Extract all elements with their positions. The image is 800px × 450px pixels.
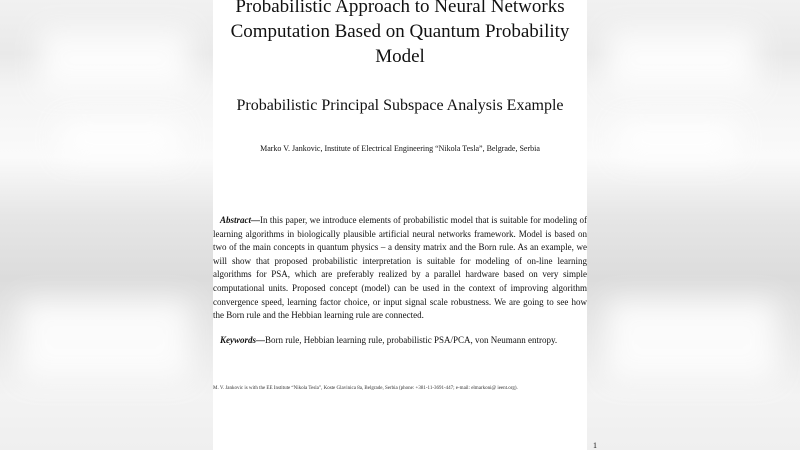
title-line-3: Model [375,46,425,67]
abstract-paragraph [213,214,587,323]
keywords-paragraph [213,334,587,347]
abstract-text: In this paper, we introduce elements of probabilistic model that is suitable for modeling of learning algorithms in biologically plausible artificial neural networks framework. Model is based on two of the main concepts in quantum physics – a density matrix and the Born rule. As an example, we will show that proposed probabilistic interpretation is suitable for modeling of on-line learning algorithms for PSA, which are preferably realized by a parallel hardware based on very simple computational units. Proposed concept (model) can be used in the context of improving algorithm convergence speed, learning factor choice, or input signal scale robustness. We are going to see how the Born rule and the Hebbian learning rule are connected. [213,215,587,321]
abstract-label: Abstract— [220,215,261,225]
paper-subtitle: Probabilistic Principal Subspace Analysis Example [236,97,564,114]
title-line-2: Computation Based on Quantum Probability [230,21,570,42]
left-blurred-backdrop [0,0,213,450]
title-line-1: Probabilistic Approach to Neural Networks [235,0,565,17]
page-number: 1 [593,441,597,450]
keywords-text: Born rule, Hebbian learning rule, probabilistic PSA/PCA, von Neumann entropy. [265,335,558,345]
right-blurred-backdrop [587,0,800,450]
paper-title [213,0,587,69]
paper-page [213,0,597,450]
author-footnote: M. V. Jankovic is with the EE Institute “Nikola Tesla”, Koste Glavinica 8a, Belgrade, Serbia (phone: +381-11-3691-447; e-mail: elmarkoni@ ieent.org). [213,386,518,391]
author-line: Marko V. Jankovic, Institute of Electrical Engineering “Nikola Tesla”, Belgrade, Serbia [260,144,540,153]
keywords-label: Keywords— [220,335,265,345]
